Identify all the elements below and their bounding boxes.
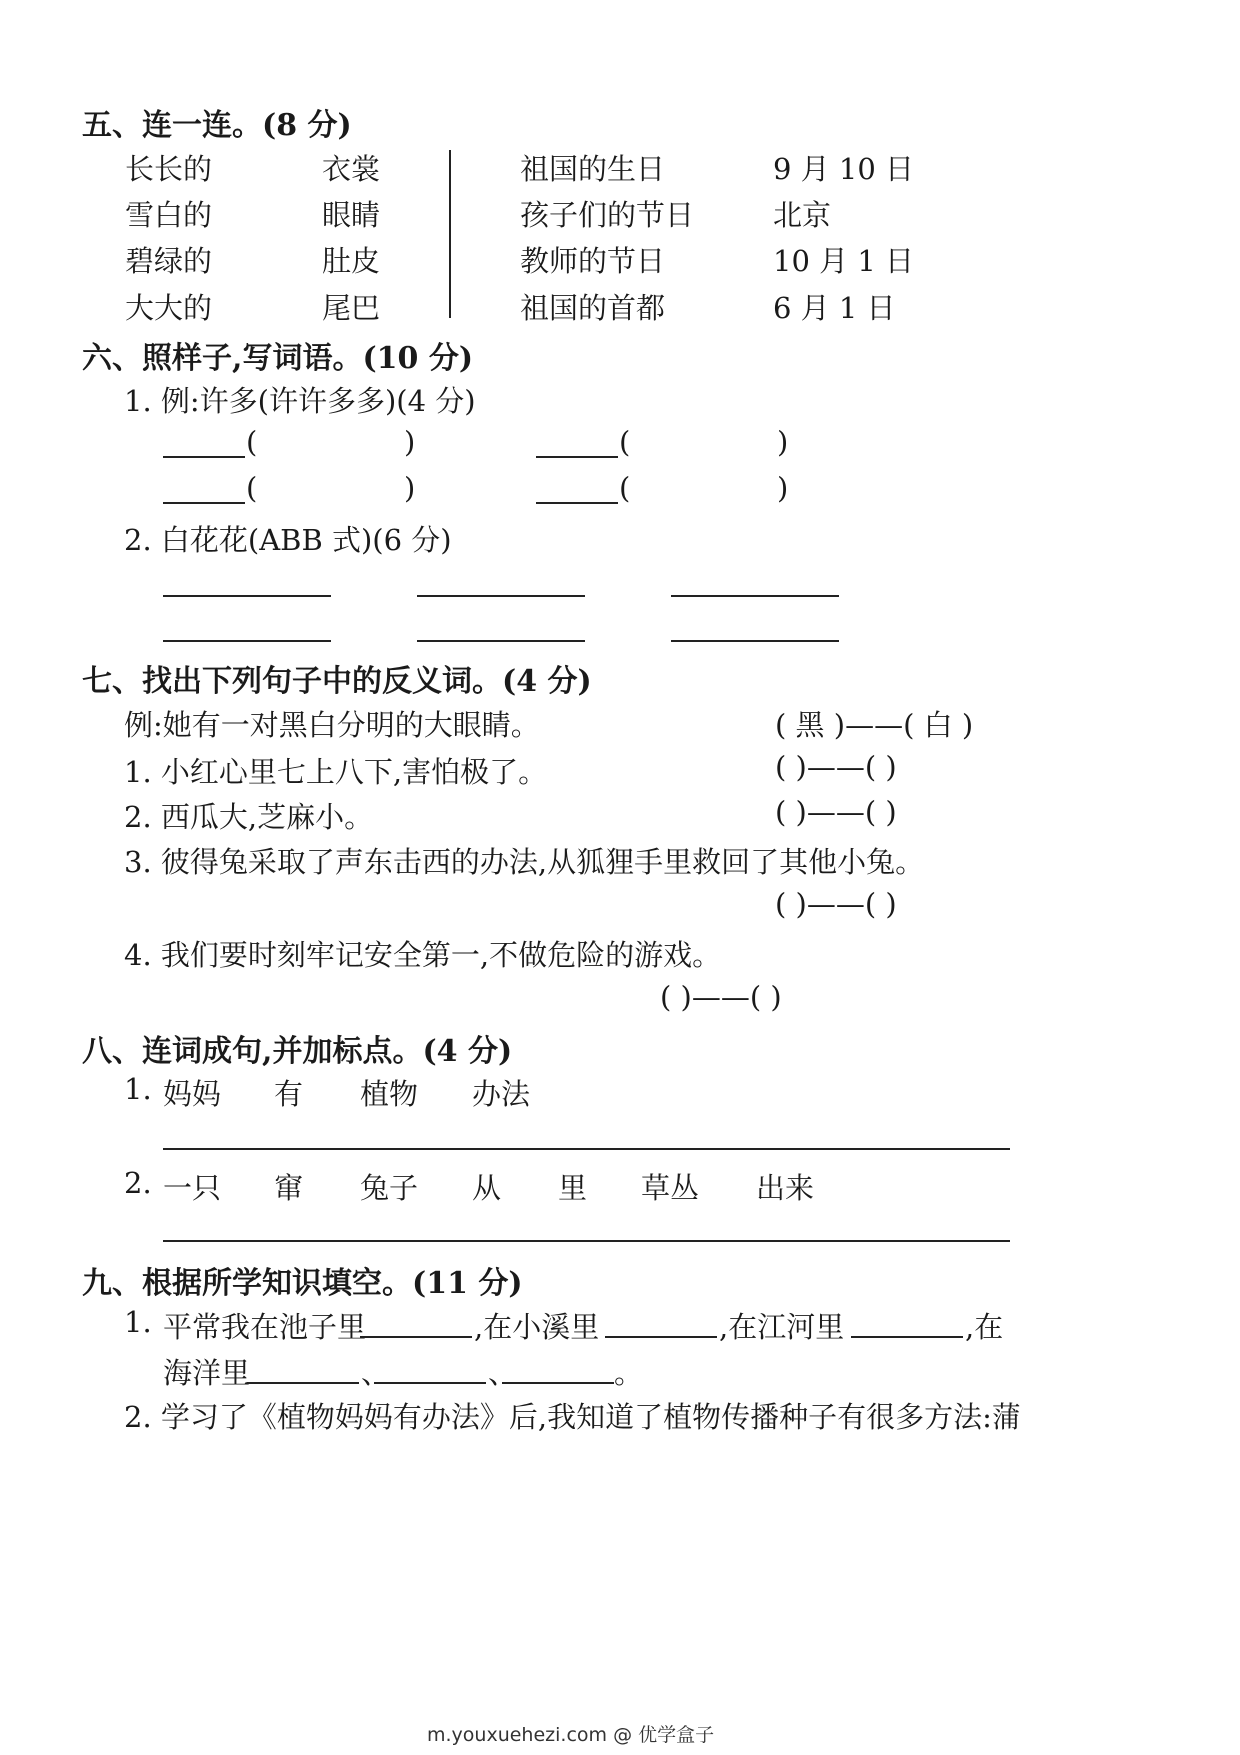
question-7-4: 4. 我们要时刻牢记安全第一,不做危险的游戏。 [124, 938, 722, 972]
fill-text: ,在江河里 [719, 1310, 845, 1344]
match-right-item: 祖国的首都 [520, 291, 666, 325]
match-right-target: 9 月 10 日 [773, 152, 915, 186]
section-7-title: 七、找出下列句子中的反义词。(4 分) [82, 664, 592, 699]
answer-line[interactable] [671, 595, 839, 597]
paren-open: ( [246, 425, 258, 459]
paren-close: ) [777, 471, 789, 505]
match-right-item: 孩子们的节日 [520, 198, 695, 232]
sentence-answer-line[interactable] [163, 1148, 1010, 1150]
word-card: 兔子 [360, 1171, 419, 1205]
question-number: 1. [124, 1072, 152, 1106]
match-left-item: 碧绿的 [125, 244, 213, 278]
example-answer: ( 黑 )——( 白 ) [775, 708, 974, 742]
match-left-target: 肚皮 [322, 244, 381, 278]
question-7-1: 1. 小红心里七上八下,害怕极了。 [124, 755, 548, 789]
word-card: 一只 [163, 1171, 222, 1205]
match-right-target: 北京 [773, 198, 832, 232]
answer-line[interactable] [163, 640, 331, 642]
paren-open: ( [619, 471, 631, 505]
fill-text: ,在小溪里 [474, 1310, 600, 1344]
question-7-3: 3. 彼得兔采取了声东击西的办法,从狐狸手里救回了其他小兔。 [124, 845, 925, 879]
word-card: 里 [558, 1171, 588, 1205]
question-6-2: 2. 白花花(ABB 式)(6 分) [124, 523, 452, 557]
match-left-target: 眼睛 [322, 198, 381, 232]
paren-open: ( [246, 471, 258, 505]
paren-close: ) [404, 425, 416, 459]
separator: 、 [488, 1356, 518, 1390]
fill-text: 平常我在池子里 [163, 1310, 367, 1344]
match-left-item: 长长的 [125, 152, 213, 186]
word-card: 植物 [360, 1077, 419, 1111]
paren-open: ( [619, 425, 631, 459]
footer-watermark: m.youxuehezi.com @ 优学盒子 [427, 1724, 715, 1746]
word-card: 有 [274, 1077, 304, 1111]
word-card: 窜 [274, 1171, 304, 1205]
question-7-2: 2. 西瓜大,芝麻小。 [124, 800, 374, 834]
sentence-answer-line[interactable] [163, 1240, 1010, 1242]
fill-blank[interactable] [502, 1382, 614, 1384]
fill-blank[interactable] [247, 1382, 359, 1384]
match-left-item: 雪白的 [125, 198, 213, 232]
answer-line[interactable] [163, 595, 331, 597]
answer-line[interactable] [671, 640, 839, 642]
fill-text: 海洋里 [163, 1356, 251, 1390]
answer-line[interactable] [417, 640, 585, 642]
match-right-target: 6 月 1 日 [773, 291, 896, 325]
answer-blank[interactable] [163, 456, 245, 458]
answer-blank[interactable] [536, 456, 618, 458]
example-sentence: 例:她有一对黑白分明的大眼睛。 [124, 708, 540, 742]
fill-blank[interactable] [605, 1336, 717, 1338]
fill-blank[interactable] [374, 1382, 486, 1384]
word-card: 妈妈 [163, 1077, 222, 1111]
match-left-target: 衣裳 [322, 152, 381, 186]
question-6-1: 1. 例:许多(许许多多)(4 分) [124, 384, 476, 418]
answer-blank[interactable] [163, 502, 245, 504]
match-right-target: 10 月 1 日 [773, 244, 915, 278]
separator: 、 [361, 1356, 391, 1390]
question-9-2: 2. 学习了《植物妈妈有办法》后,我知道了植物传播种子有很多方法:蒲 [124, 1400, 1021, 1434]
period: 。 [614, 1356, 644, 1390]
fill-text: ,在 [965, 1310, 1004, 1344]
answer-line[interactable] [417, 595, 585, 597]
paren-close: ) [777, 425, 789, 459]
match-left-target: 尾巴 [322, 291, 381, 325]
section-8-title: 八、连词成句,并加标点。(4 分) [82, 1034, 513, 1069]
fill-blank[interactable] [360, 1336, 472, 1338]
answer-blank[interactable] [536, 502, 618, 504]
question-number: 2. [124, 1166, 152, 1200]
fill-blank[interactable] [851, 1336, 963, 1338]
word-card: 草丛 [641, 1171, 700, 1205]
section-5-title: 五、连一连。(8 分) [82, 108, 352, 143]
section-9-title: 九、根据所学知识填空。(11 分) [82, 1266, 523, 1301]
word-card: 从 [472, 1171, 502, 1205]
column-divider [449, 150, 451, 318]
antonym-blanks[interactable]: ( )——( ) [775, 887, 897, 921]
paren-close: ) [404, 471, 416, 505]
antonym-blanks[interactable]: ( )——( ) [660, 980, 782, 1014]
word-card: 出来 [756, 1171, 815, 1205]
antonym-blanks[interactable]: ( )——( ) [775, 795, 897, 829]
question-number: 1. [124, 1305, 152, 1339]
match-right-item: 祖国的生日 [520, 152, 666, 186]
match-left-item: 大大的 [125, 291, 213, 325]
match-right-item: 教师的节日 [520, 244, 666, 278]
section-6-title: 六、照样子,写词语。(10 分) [82, 341, 474, 376]
antonym-blanks[interactable]: ( )——( ) [775, 750, 897, 784]
word-card: 办法 [472, 1077, 531, 1111]
